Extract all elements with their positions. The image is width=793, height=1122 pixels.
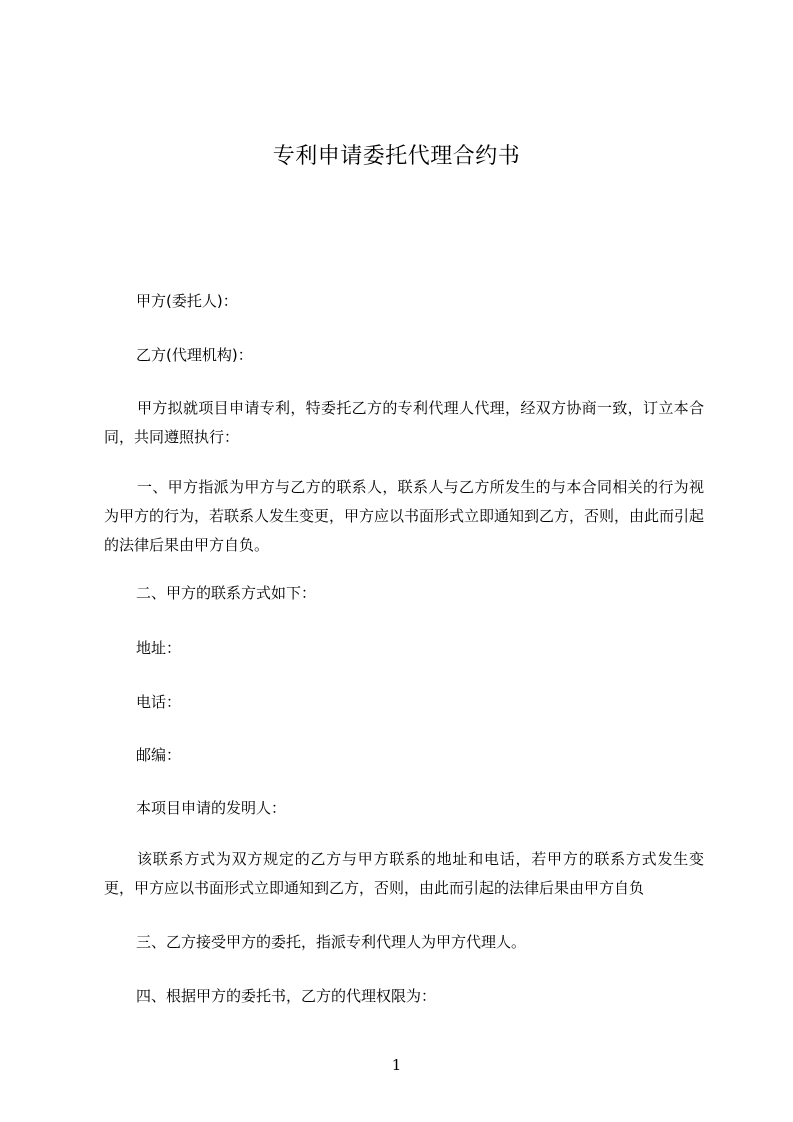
contact-note-paragraph: 该联系方式为双方规定的乙方与甲方联系的地址和电话，若甲方的联系方式发生变更，甲方应以书面形式立即通知到乙方，否则，由此而引起的法律后果由甲方自负 (104, 850, 704, 897)
party-b-label: 乙方(代理机构)： (136, 346, 253, 364)
postcode-label: 邮编： (136, 746, 182, 764)
clause-1-paragraph: 一、甲方指派为甲方与乙方的联系人，联系人与乙方所发生的与本合同相关的行为视为甲方的行为，若联系人发生变更，甲方应以书面形式立即通知到乙方，否则，由此而引起的法律后果由甲方自负。 (104, 478, 705, 554)
clause-3-paragraph: 三、乙方接受甲方的委托，指派专利代理人为甲方代理人。 (136, 933, 527, 951)
page-number: 1 (391, 1056, 402, 1074)
address-label: 地址： (136, 639, 182, 657)
clause-2-heading: 二、甲方的联系方式如下： (136, 584, 317, 602)
phone-label: 电话： (136, 693, 182, 711)
inventor-label: 本项目申请的发明人： (136, 799, 287, 817)
clause-4-paragraph: 四、根据甲方的委托书，乙方的代理权限为： (136, 987, 437, 1005)
page-title: 专利申请委托代理合约书 (272, 144, 521, 169)
intro-paragraph: 甲方拟就项目申请专利，特委托乙方的专利代理人代理，经双方协商一致，订立本合同，共同遵照执行： (104, 399, 704, 446)
party-a-label: 甲方(委托人)： (136, 292, 238, 310)
